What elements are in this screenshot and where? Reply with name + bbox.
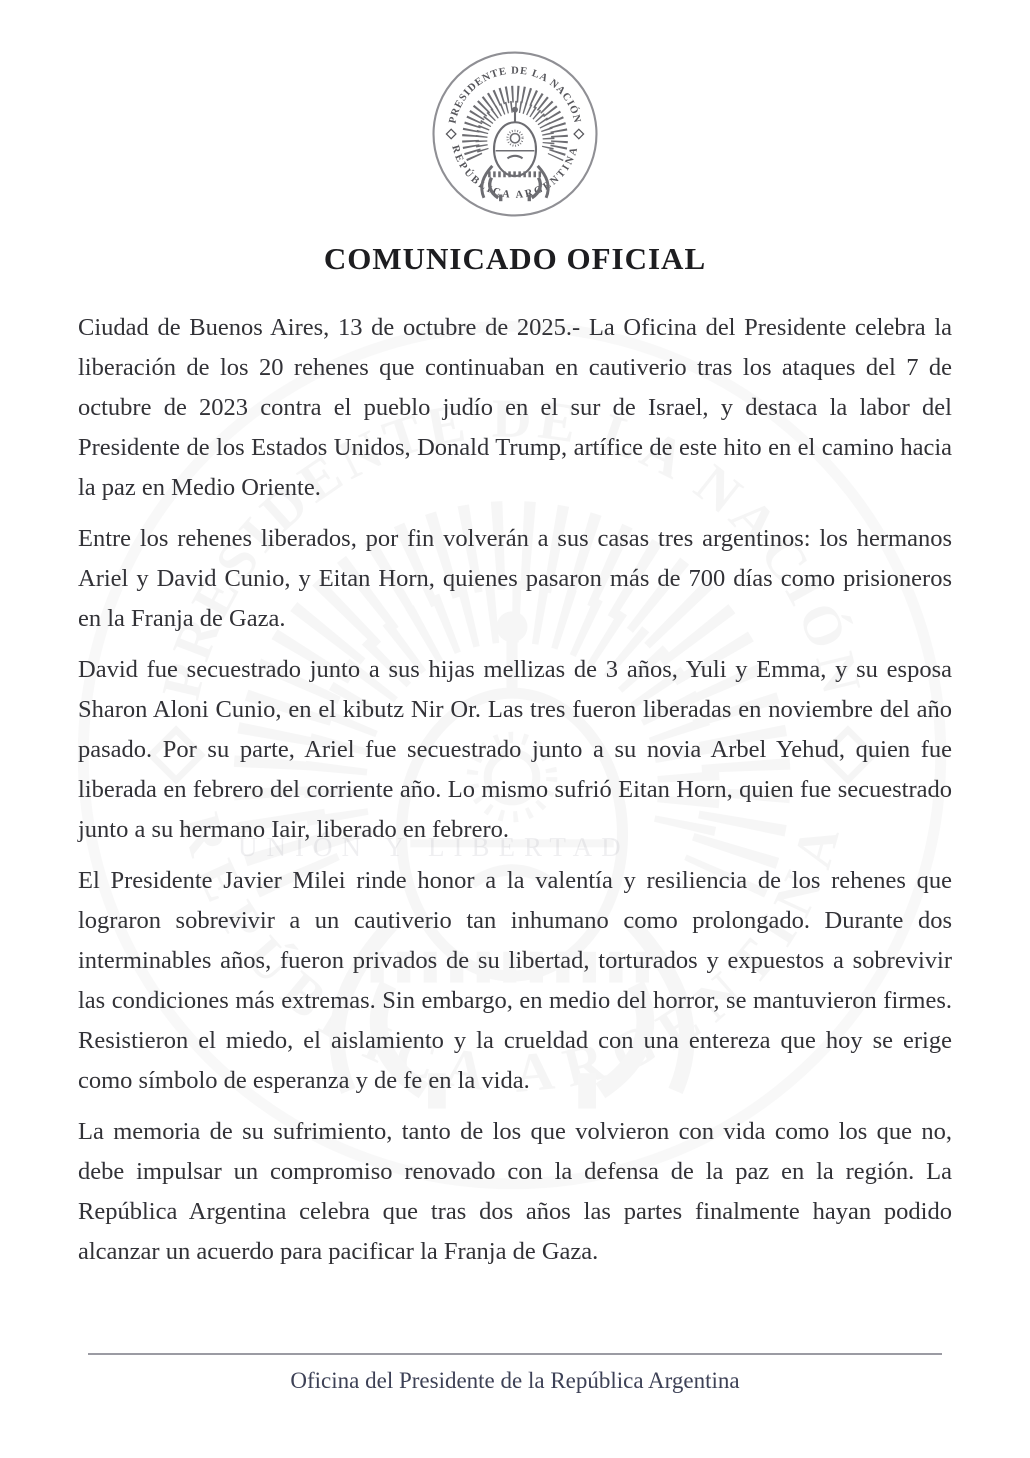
- statement-paragraph: Entre los rehenes liberados, por fin volverán a sus casas tres argentinos: los hermanos Ariel y David Cunio, y Eitan Horn, quienes pasaron más de 700 días como prisioneros en la Franja de Gaza.: [78, 525, 952, 632]
- statement-paragraph: El Presidente Javier Milei rinde honor a la valentía y resiliencia de los rehenes que lograron sobrevivir a un cautiverio tan inhumano como prolongado. Durante dos interminables años, fueron privados de su libertad, torturados y expuestos a sobrevivir las condiciones más extremas. Sin embargo, en medio del horror, se mantuvieron firmes. Resistieron el miedo, el aislamiento y la crueldad con una entereza que hoy se erige como símbolo de esperanza y de fe en la vida.: [78, 867, 952, 1094]
- footer-office-name: Oficina del Presidente de la República Argentina: [290, 1368, 740, 1393]
- statement-paragraph: Ciudad de Buenos Aires, 13 de octubre de 2025.- La Oficina del Presidente celebra la liberación de los 20 rehenes que continuaban en cautiverio tras los ataques del 7 de octubre de 2023 contra el pueblo judío en el sur de Israel, y destaca la labor del Presidente de los Estados Unidos, Donald Trump, artífice de este hito en el camino hacia la paz en Medio Oriente.: [78, 314, 952, 501]
- statement-paragraph: La memoria de su sufrimiento, tanto de los que volvieron con vida como los que no, debe impulsar un compromiso renovado con la defensa de la paz en la región. La República Argentina celebra que tras dos años las partes finalmente hayan podido alcanzar un acuerdo para pacificar la Franja de Gaza.: [78, 1118, 952, 1265]
- statement-body: [78, 308, 952, 1283]
- statement-paragraph: David fue secuestrado junto a sus hijas mellizas de 3 años, Yuli y Emma, y su esposa Sharon Aloni Cunio, en el kibutz Nir Or. Las tres fueron liberadas en noviembre del año pasado. Por su parte, Ariel fue secuestrado junto a su novia Arbel Yehud, quien fue liberada en febrero del corriente año. Lo mismo sufrió Eitan Horn, quien fue secuestrado junto a su hermano Iair, liberado en febrero.: [78, 656, 952, 843]
- presidential-seal: [431, 50, 599, 218]
- watermark-motto: UNIÓN Y LIBERTAD: [238, 832, 630, 862]
- document-title: COMUNICADO OFICIAL: [323, 241, 707, 276]
- footer-divider: [88, 1353, 942, 1355]
